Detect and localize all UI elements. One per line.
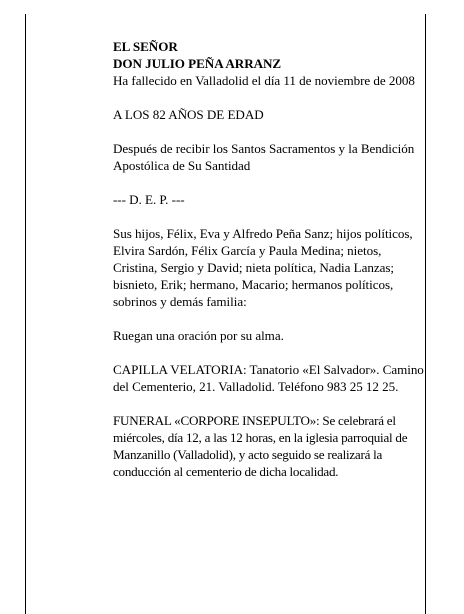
obituary-notice (113, 38, 428, 480)
sacraments-paragraph: Después de recibir los Santos Sacramentos y la Bendición Apostólica de Su Santidad (113, 141, 415, 173)
death-info: Ha fallecido en Valladolid el día 11 de noviembre de 2008 (113, 73, 415, 88)
deceased-name: DON JULIO PEÑA ARRANZ (113, 56, 282, 71)
title-line-1: EL SEÑOR (113, 39, 178, 54)
chapel-paragraph: CAPILLA VELATORIA: Tanatorio «El Salvador». Camino del Cementerio, 21. Valladolid. Teléfono 983 25 12 25. (113, 362, 424, 394)
age-line: A LOS 82 AÑOS DE EDAD (113, 107, 264, 122)
rip-line: --- D. E. P. --- (113, 192, 185, 207)
family-paragraph: Sus hijos, Félix, Eva y Alfredo Peña Sanz; hijos políticos, Elvira Sardón, Félix García y Paula Medina; nietos, Cristina, Sergio y David; nieta política, Nadia Lanzas; bisnieto, Erik; hermano, Macario; hermanos políticos, sobrinos y demás familia: (113, 226, 413, 309)
prayer-line: Ruegan una oración por su alma. (113, 328, 284, 343)
funeral-paragraph: FUNERAL «CORPORE INSEPULTO»: Se celebrará el miércoles, día 12, a las 12 horas, en la iglesia parroquial de Manzanillo (Valladolid), y acto seguido se realizará la conducción al cementerio de dicha localidad. (113, 413, 408, 479)
